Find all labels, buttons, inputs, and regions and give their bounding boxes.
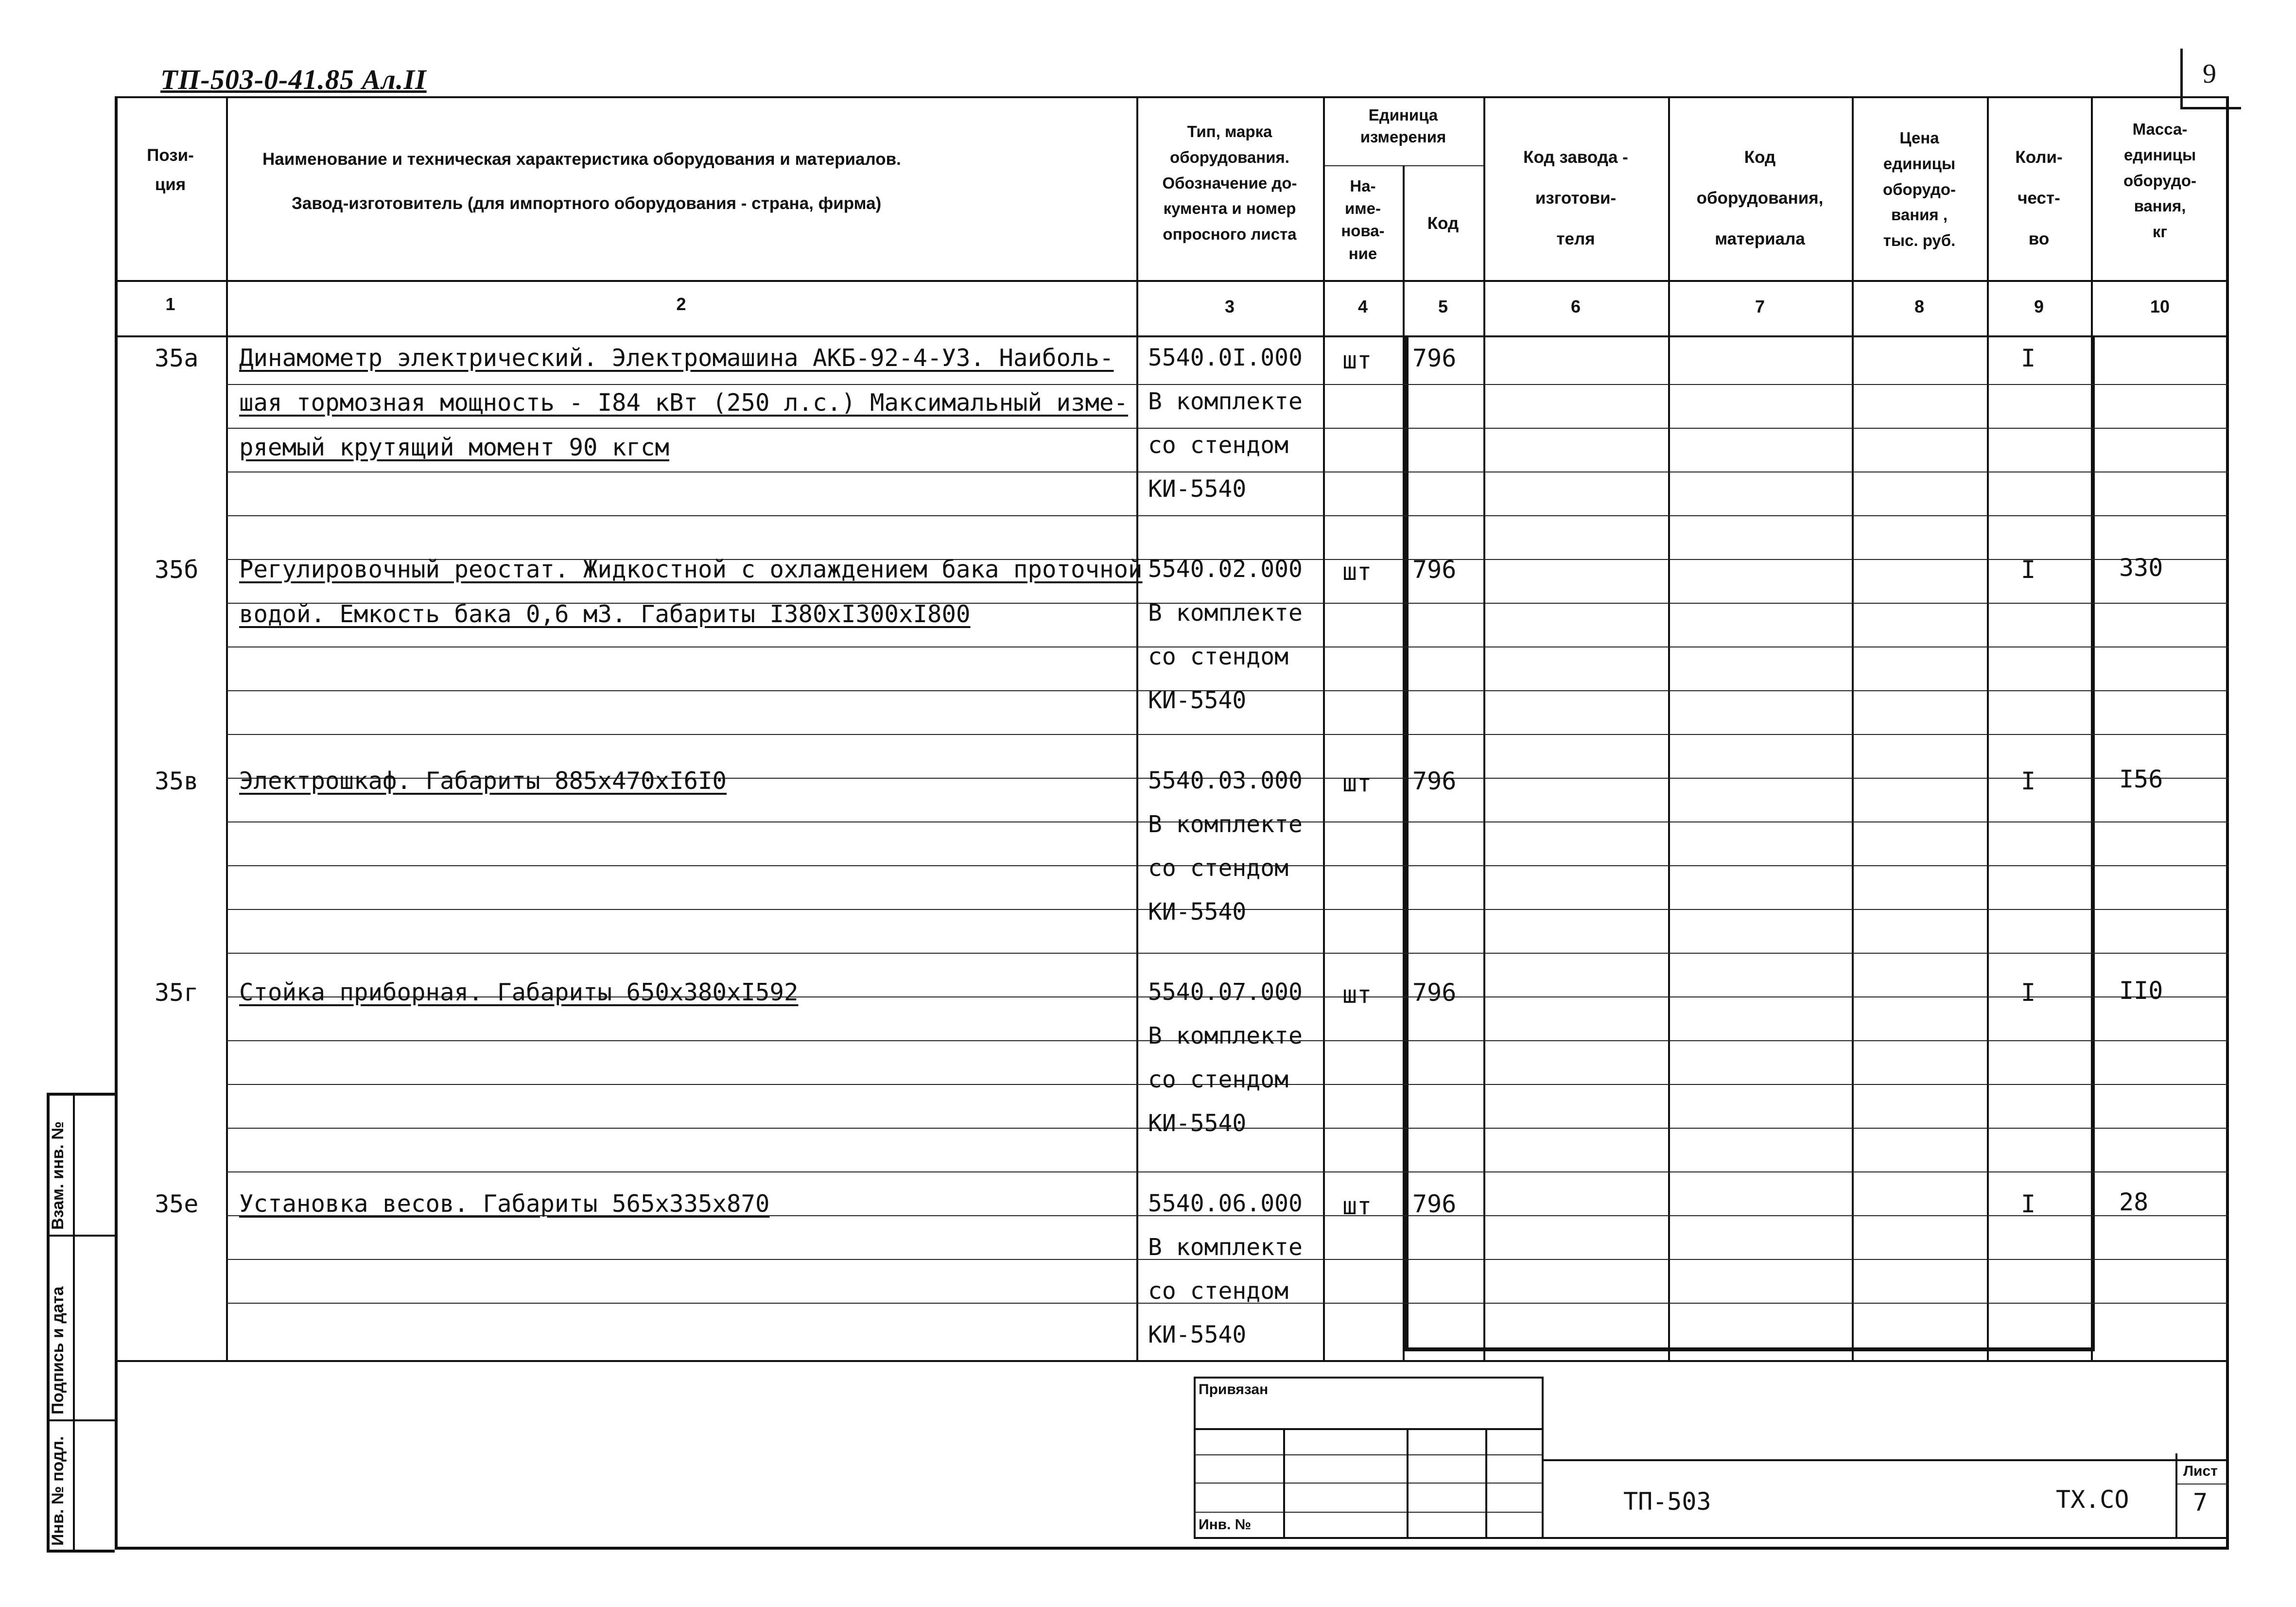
header-col6-line1: Код завода - [1523,148,1628,167]
header-col4-line2: име- [1344,199,1381,218]
header-col3-line5: опросного листа [1163,225,1297,244]
row-unit-code: 796 [1412,344,1457,372]
row-quantity: I [2021,556,2036,584]
header-unit-group [1323,105,1483,148]
row-type-line: КИ-5540 [1148,898,1247,926]
stamp-line-2 [1194,1454,1544,1455]
header-col3-line2: оборудования. [1170,148,1289,166]
header-col7-line2: оборудования, [1696,189,1824,208]
row-type-line: КИ-5540 [1148,475,1247,503]
header-col10 [2091,117,2229,245]
row-position: 35г [155,978,199,1007]
row-line [226,428,2229,429]
designation: ТП-503 [1623,1487,1711,1516]
row-line [226,384,2229,385]
row-description-line: ряемый крутящий момент 90 кгсм [239,434,670,461]
colnum-7: 7 [1755,297,1765,316]
row-type-line: со стендом [1148,432,1288,459]
colnum-4: 4 [1357,297,1368,316]
sheet-number: 7 [2193,1488,2208,1517]
row-description-line: шая тормозная мощность - I84 кВт (250 л.с.) Максимальный изме- [239,389,1129,417]
row-quantity: I [2021,1190,2036,1218]
header-col4-line4: ние [1348,244,1377,262]
header-col4 [1323,175,1403,265]
colnum-9: 9 [2034,297,2044,316]
header-col5: Код [1427,214,1459,233]
row-unit: шт [1342,980,1372,1009]
header-col9-line2: чест- [2018,189,2060,208]
side-vline [73,1093,75,1553]
sheet-box-hline [2175,1484,2229,1485]
row-unit-code: 796 [1412,1190,1457,1218]
row-unit: шт [1342,558,1372,586]
row-mass: 330 [2119,554,2163,582]
row-type-line: со стендом [1148,1066,1288,1093]
header-col7-line1: Код [1744,148,1776,167]
col-line-8 [1987,96,1989,1360]
colnum-10: 10 [2150,297,2170,316]
row-type-line: В комплекте [1148,1022,1303,1049]
header-bottom-line [115,280,2229,282]
sheet-box-vline [2175,1453,2177,1539]
row-mass: 28 [2119,1188,2149,1216]
side-line-1 [47,1235,115,1237]
row-position: 35а [155,344,199,372]
stamp-vline-2 [1407,1428,1409,1539]
header-col10-line2: единицы [2123,145,2196,164]
row-quantity: I [2021,978,2036,1007]
row-type-line: 5540.07.000 [1148,978,1303,1006]
header-col1 [115,141,226,199]
section-code: ТХ.СО [2056,1485,2129,1514]
colnum-5: 5 [1438,297,1448,316]
row-type-line: КИ-5540 [1148,1110,1247,1137]
row-type-line: 5540.02.000 [1148,556,1303,583]
header-col9-line3: во [2028,229,2050,248]
sheet-label: Лист [2183,1463,2218,1479]
col-line-3 [1323,96,1325,1360]
row-unit: шт [1342,346,1372,374]
title-block-bottom [1544,1537,2229,1539]
header-col8 [1852,125,1987,254]
header-col10-line5: кг [2152,223,2168,241]
row-line [226,953,2229,954]
header-col8-line4: вания , [1891,206,1948,224]
colnum-6: 6 [1570,297,1581,316]
header-col3 [1136,119,1323,247]
row-description-line: Установка весов. Габариты 565х335х870 [239,1190,770,1218]
header-col10-line1: Масса- [2132,120,2188,138]
row-type-line: 5540.06.000 [1148,1190,1303,1217]
col-line-6 [1668,96,1670,1360]
header-col9 [1987,137,2091,260]
colnum-bottom-line [115,335,2229,337]
row-description-line: Динамометр электрический. Электромашина АКБ-92-4-У3. Наиболь- [239,344,1114,372]
col-line-1 [226,96,228,1360]
header-col8-line1: Цена [1899,129,1939,147]
colnum-2: 2 [676,294,686,314]
stamp-vline-1 [1283,1428,1285,1539]
stamp-line-4 [1194,1512,1544,1513]
header-col1-line1: Пози- [147,146,194,165]
header-col6-line2: изготови- [1535,189,1617,208]
row-description-line: Регулировочный реостат. Жидкостной с охлаждением бака проточной [239,556,1143,583]
bound-stamp [1194,1377,1544,1539]
header-col4-line1: На- [1350,177,1376,195]
header-col6-line3: теля [1556,229,1595,248]
side-line-2 [47,1419,115,1421]
header-col8-line3: оборудо- [1882,180,1956,198]
row-position: 35б [155,556,199,584]
header-unit-line1: Единица [1368,106,1438,124]
stamp-vline-3 [1485,1428,1487,1539]
row-line [226,1171,2229,1172]
stamp-line-3 [1194,1483,1544,1484]
header-col10-line4: вания, [2134,197,2186,215]
header-col2-line2: Завод-изготовитель (для импортного оборудования - страна, фирма) [292,194,882,213]
row-unit: шт [1342,1192,1372,1220]
row-type-line: 5540.03.000 [1148,767,1303,794]
row-position: 35е [155,1190,199,1218]
row-unit-code: 796 [1412,767,1457,795]
bound-label: Привязан [1199,1381,1269,1397]
header-col2 [262,137,1021,226]
sheet-code: ТП-503-0-41.85 Ал.II [160,64,427,95]
side-sign-date: Подпись и дата [49,1286,67,1415]
header-unit-line2: измерения [1360,127,1446,146]
row-type-line: со стендом [1148,643,1288,670]
title-block-top [1544,1459,2229,1461]
header-col1-line2: ция [155,175,186,194]
row-position: 35в [155,767,199,795]
row-description-line: Стойка приборная. Габариты 650х380хI592 [239,978,799,1006]
header-col3-line1: Тип, марка [1187,122,1272,140]
row-line [226,515,2229,516]
row-type-line: В комплекте [1148,388,1303,415]
col-line-4-bold [1405,335,1409,1351]
row-description-line: водой. Емкость бака 0,6 м3. Габариты I380хI300хI800 [239,600,971,628]
row-type-line: КИ-5540 [1148,687,1247,714]
row-mass: I56 [2119,765,2163,793]
row-unit: шт [1342,769,1372,797]
row-type-line: КИ-5540 [1148,1321,1247,1348]
row-unit-code: 796 [1412,978,1457,1007]
header-col7 [1668,137,1852,260]
row-unit-code: 796 [1412,556,1457,584]
row-type-line: В комплекте [1148,811,1303,838]
side-vzam: Взам. инв. № [49,1121,67,1230]
page-number: 9 [2203,59,2216,89]
header-col6 [1483,137,1668,260]
row-mass: II0 [2119,977,2163,1005]
colnum-1: 1 [165,294,175,314]
header-col3-line3: Обозначение до- [1162,174,1297,192]
colnum-8: 8 [1914,297,1925,316]
header-col3-line4: кумента и номер [1163,199,1296,218]
header-col10-line3: оборудо- [2123,171,2197,190]
header-col4-line3: нова- [1341,222,1385,240]
row-line [226,734,2229,735]
header-col8-line5: тыс. руб. [1883,231,1956,250]
col-line-2 [1136,96,1138,1360]
header-col7-line3: материала [1715,229,1805,248]
bold-bottom-line [1405,1347,2095,1351]
header-col2-line1: Наименование и техническая характеристика оборудования и материалов. [262,150,901,169]
row-type-line: со стендом [1148,1277,1288,1305]
row-quantity: I [2021,767,2036,795]
row-type-line: В комплекте [1148,599,1303,627]
header-col8-line2: единицы [1883,154,1956,173]
row-type-line: 5540.0I.000 [1148,344,1303,371]
col-line-9-bold [2091,335,2095,1351]
table-bottom-line [115,1360,2229,1362]
colnum-3: 3 [1224,297,1235,316]
row-quantity: I [2021,344,2036,372]
col-line-7 [1852,96,1854,1360]
row-description-line: Электрошкаф. Габариты 885х470хI6I0 [239,767,727,795]
col-line-5 [1483,96,1485,1360]
side-inv-orig: Инв. № подл. [49,1436,67,1546]
row-type-line: В комплекте [1148,1234,1303,1261]
stamp-line-1 [1194,1428,1544,1430]
row-type-line: со стендом [1148,855,1288,882]
inv-label: Инв. № [1199,1517,1252,1533]
header-col9-line1: Коли- [2015,148,2063,167]
